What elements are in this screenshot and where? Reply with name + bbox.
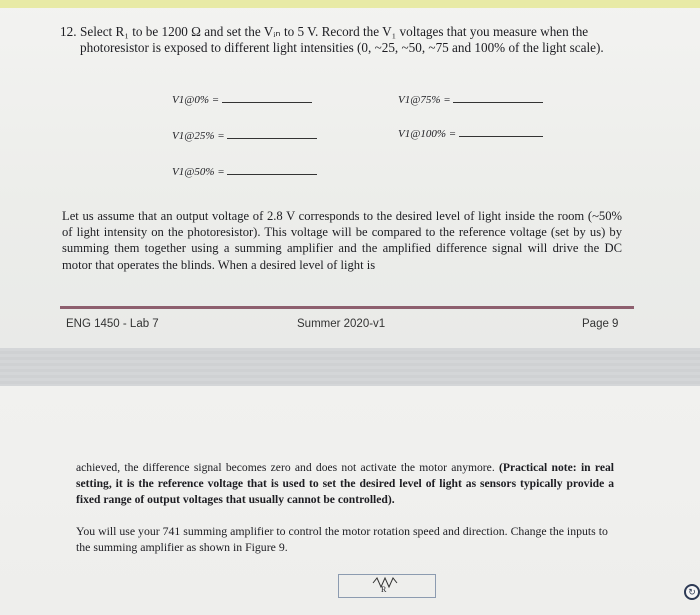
answer-blank[interactable] [222, 92, 312, 103]
measurement-equals: = [443, 94, 451, 106]
footer-page-number: Page 9 [582, 318, 619, 330]
practical-note-bold: (Practical note: in real setting, it is the reference voltage that is used to set the desired level of light as sensors typically provide a fixed range of output voltages that usually cannot be controlled). [76, 461, 614, 506]
measurement-v1-25 [172, 128, 317, 142]
paragraph-practical-note [76, 460, 614, 508]
measurement-label: V1@100% [398, 128, 447, 140]
refresh-icon[interactable]: ↻ [684, 584, 700, 600]
measurement-v1-0 [172, 92, 312, 106]
answer-blank[interactable] [227, 128, 317, 139]
question-number: 12. [60, 24, 77, 39]
measurement-v1-50 [172, 164, 317, 178]
paragraph-plain-text: achieved, the difference signal becomes zero and does not activate the motor anymore. [76, 461, 495, 474]
measurement-label: V1@0% [172, 94, 210, 106]
measurement-equals: = [217, 166, 225, 178]
question-text: Select R₁ to be 1200 Ω and set the Vᵢₙ to 5 V. Record the V₁ voltages that you measure when the photoresistor is exposed to different light intensities (0, ~25, ~50, ~75 and 100% of the light scale). [80, 24, 604, 55]
top-highlight-strip [0, 0, 700, 8]
answer-blank[interactable] [459, 126, 543, 137]
measurement-label: V1@25% [172, 130, 215, 142]
measurement-v1-100 [398, 126, 543, 140]
measurement-equals: = [217, 130, 225, 142]
footer-course: ENG 1450 - Lab 7 [66, 318, 159, 330]
page-gap [0, 348, 700, 386]
paragraph-741-amplifier: You will use your 741 summing amplifier to control the motor rotation speed and direction. Change the inputs to the summing amplifier as shown in Figure 9. [76, 524, 608, 554]
measurement-equals: = [448, 128, 457, 140]
measurement-equals: = [211, 94, 220, 106]
footer-rule [60, 306, 634, 309]
paragraph-light-level: Let us assume that an output voltage of 2.8 V corresponds to the desired level of light inside the room (~50% of light intensity on the photoresistor). This voltage will be compared to the reference voltage (set by us) by summing them together using a summing amplifier and the amplified difference signal will drive the DC motor that operates the blinds. When a desired level of light is [62, 209, 622, 272]
measurement-v1-75 [398, 92, 543, 106]
resistor-icon [339, 575, 435, 597]
measurement-label: V1@75% [398, 94, 441, 106]
answer-blank[interactable] [227, 164, 317, 175]
figure-9-fragment [338, 574, 436, 598]
figure-label: R [381, 585, 387, 594]
footer-term: Summer 2020-v1 [297, 318, 386, 330]
answer-blank[interactable] [453, 92, 543, 103]
measurement-label: V1@50% [172, 166, 215, 178]
